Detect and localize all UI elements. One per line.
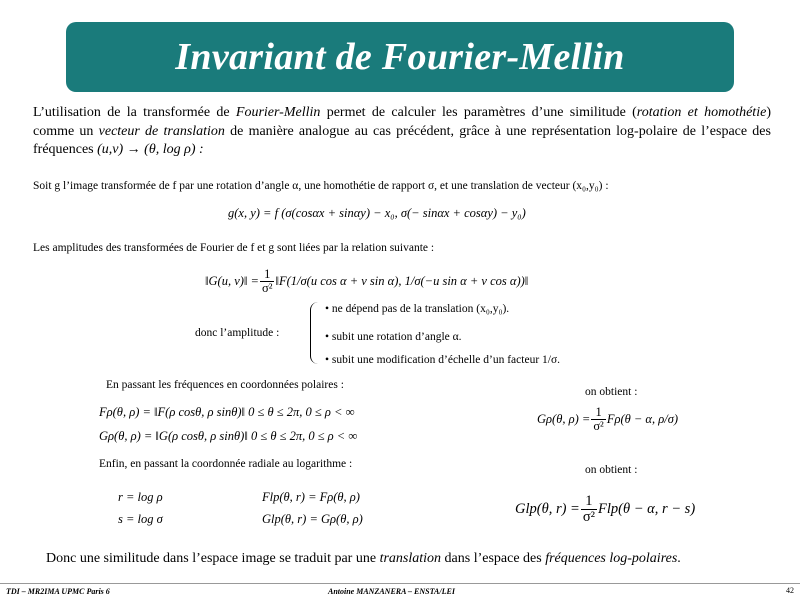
frac-numerator: 1: [260, 268, 275, 282]
conclusion-c: dans l’espace des: [441, 551, 546, 566]
gp-frac-denominator: σ²: [593, 419, 604, 434]
gp-result-right: Fρ(θ − α, ρ/σ): [606, 412, 679, 427]
glp-result-right: Flp(θ − α, r − s): [598, 501, 696, 518]
glp-result-left: Glp(θ, r) =: [515, 501, 580, 518]
polaires-line: En passant les fréquences en coordonnées polaires :: [106, 379, 344, 391]
bullet-rotation: • subit une rotation d’angle α.: [325, 331, 462, 343]
equation-glp-result: [515, 494, 695, 525]
glp-result-frac: [581, 494, 597, 525]
equation-glp: Glp(θ, r) = Gρ(θ, ρ): [262, 512, 363, 526]
intro-italic-2: rotation et homothétie: [636, 105, 767, 120]
on-obtient-2: on obtient :: [585, 464, 638, 476]
equation-amplitude-right: ‖F(1/σ(u cos α + v sin α), 1/σ(−u sin α + v cos α))‖: [275, 274, 529, 289]
conclusion-e: .: [677, 551, 681, 566]
intro-math: (u,v) → (θ, log ρ) :: [97, 142, 204, 157]
log-line: Enfin, en passant la coordonnée radiale au logarithme :: [99, 458, 353, 470]
intro-text-2: permet de calculer les paramètres d’une similitude (: [320, 105, 637, 120]
intro-italic-1: Fourier-Mellin: [235, 105, 321, 120]
footer-course: TDI – MR2IMA UPMC Paris 6: [6, 587, 110, 596]
equation-gp-result: [537, 406, 678, 433]
bullet-scale: • subit une modification d’échelle d’un facteur 1/σ.: [325, 354, 561, 366]
intro-text-3: ) comme un: [33, 105, 771, 139]
intro-text-4: de manière analogue au cas précédent, grâce à une représentation log-polaire de l’espace des fréquences: [33, 123, 771, 157]
equation-fp: Fρ(θ, ρ) = ‖F(ρ cosθ, ρ sinθ)‖ 0 ≤ θ ≤ 2π, 0 ≤ ρ < ∞: [99, 405, 355, 419]
glp-frac-numerator: 1: [581, 494, 597, 510]
amplitudes-line: Les amplitudes des transformées de Fourier de f et g sont liées par la relation suivante :: [33, 242, 435, 254]
equation-amplitude-frac: [260, 268, 275, 295]
frac-denominator: σ²: [261, 281, 273, 296]
gp-frac-numerator: 1: [591, 406, 606, 420]
donc-amplitude: donc l’amplitude :: [195, 327, 280, 339]
intro-italic-3: vecteur de translation: [98, 123, 225, 139]
brace: [310, 302, 321, 364]
soit-line: Soit g l’image transformée de f par une rotation d’angle α, une homothétie de rapport σ, et une translation de vecteur (x₀,y₀) :: [33, 180, 609, 192]
conclusion-freq: fréquences log-polaires: [545, 551, 678, 566]
gp-result-frac: [591, 406, 606, 433]
footer-rule: [0, 583, 800, 584]
equation-s: s = log σ: [118, 512, 163, 526]
equation-amplitude-left: ‖G(u, v)‖ =: [205, 274, 259, 289]
page-number: 42: [786, 586, 794, 595]
conclusion-translation: translation: [379, 551, 442, 566]
title-bar: [66, 22, 734, 92]
equation-r: r = log ρ: [118, 490, 163, 504]
on-obtient-1: on obtient :: [585, 386, 638, 398]
glp-frac-denominator: σ²: [582, 509, 596, 526]
footer-author: Antoine MANZANERA – ENSTA/LEI: [328, 587, 455, 596]
conclusion: [46, 551, 681, 567]
equation-gp: Gρ(θ, ρ) = ‖G(ρ cosθ, ρ sinθ)‖ 0 ≤ θ ≤ 2π, 0 ≤ ρ < ∞: [99, 429, 358, 443]
bullet-translation: • ne dépend pas de la translation (x₀,y₀).: [325, 303, 510, 315]
equation-g: g(x, y) = f (σ(cosαx + sinαy) − x₀, σ(− sinαx + cosαy) − y₀): [228, 206, 526, 220]
conclusion-a: Donc une similitude dans l’espace image se traduit par une: [46, 551, 380, 566]
equation-flp: Flp(θ, r) = Fρ(θ, ρ): [262, 490, 360, 504]
gp-result-left: Gρ(θ, ρ) =: [537, 412, 591, 427]
equation-amplitude: [205, 268, 528, 295]
intro-text-1: L’utilisation de la transformée de: [33, 105, 236, 120]
page-title: Invariant de Fourier-Mellin: [175, 36, 625, 78]
intro-paragraph: [33, 104, 771, 160]
